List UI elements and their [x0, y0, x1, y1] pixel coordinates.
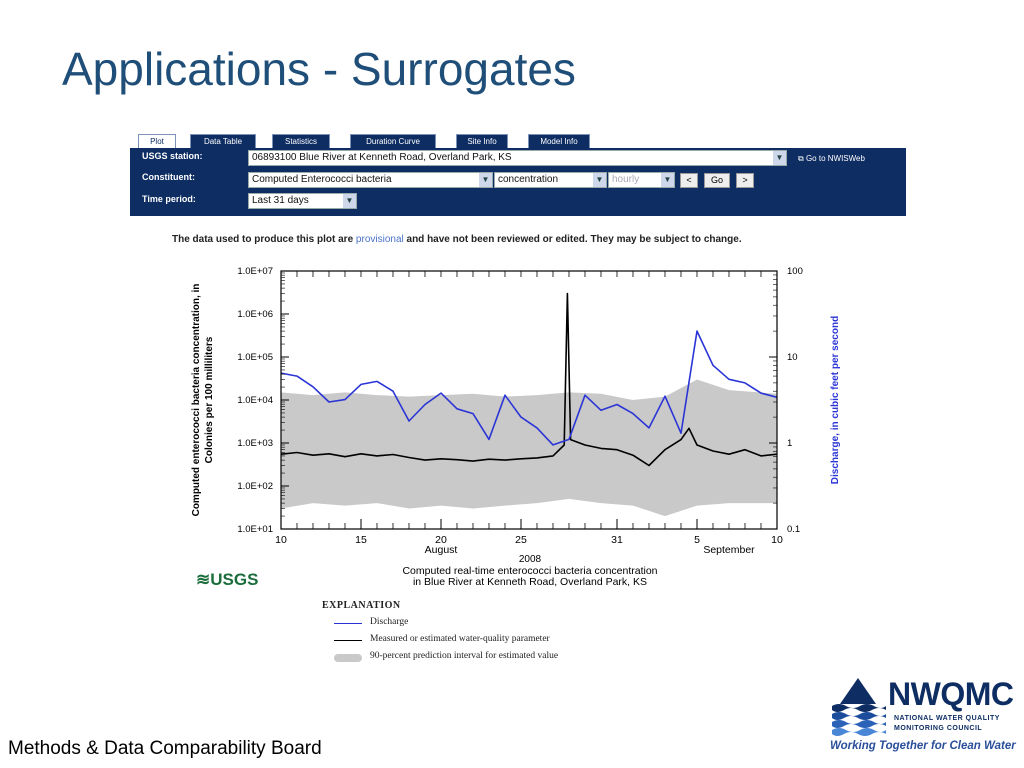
legend-label: Measured or estimated water-quality parameter — [370, 634, 550, 644]
nwqmc-tagline: Working Together for Clean Water — [830, 740, 1016, 752]
legend-swatch-discharge — [334, 623, 362, 624]
left-axis-tick-label: 1.0E+07 — [237, 266, 273, 277]
x-axis-tick-label: 25 — [515, 534, 527, 546]
x-axis-tick-label: 20 — [435, 534, 447, 546]
external-link-icon: ⧉ — [798, 154, 804, 163]
time-period-value: Last 31 days — [252, 195, 309, 206]
left-axis-label-line1: Computed enterococci bacteria concentration, in — [191, 283, 202, 517]
x-axis-month-label: September — [703, 544, 755, 556]
next-button[interactable]: > — [736, 173, 754, 188]
left-axis-tick-label: 1.0E+05 — [237, 352, 273, 363]
legend-item-discharge — [334, 617, 634, 631]
left-axis-label-line2: Colonies per 100 milliliters — [204, 336, 215, 464]
left-axis-tick-label: 1.0E+06 — [237, 309, 273, 320]
constituent-value: Computed Enterococci bacteria — [252, 174, 392, 185]
right-axis-tick-label: 100 — [787, 266, 803, 277]
chart-legend — [322, 600, 559, 661]
station-label: USGS station: — [142, 151, 203, 161]
chevron-down-icon: ▼ — [593, 173, 606, 187]
provisional-link[interactable]: provisional — [355, 234, 404, 245]
tab-statistics[interactable]: Statistics — [272, 134, 330, 149]
tab-data-table[interactable]: Data Table — [190, 134, 256, 149]
go-button[interactable]: Go — [704, 173, 730, 188]
chevron-down-icon: ▼ — [773, 151, 786, 165]
right-axis-tick-label: 1 — [787, 438, 793, 449]
right-axis-label: Discharge, in cubic feet per second — [830, 315, 841, 485]
x-axis-tick-label: 15 — [355, 534, 367, 546]
x-axis-tick-label: 5 — [694, 534, 700, 546]
chart-subtitle: in Blue River at Kenneth Road, Overland Park, KS — [412, 576, 648, 588]
interval-value: hourly — [612, 174, 640, 185]
notice-text-before: The data used to produce this plot are — [172, 234, 354, 245]
tab-duration-curve[interactable]: Duration Curve — [350, 134, 436, 149]
x-axis-tick-label: 10 — [275, 534, 287, 546]
chevron-down-icon: ▼ — [343, 194, 356, 208]
time-period-label: Time period: — [142, 194, 196, 204]
tab-site-info[interactable]: Site Info — [456, 134, 508, 149]
nwisweb-link-label: Go to NWISWeb — [805, 154, 865, 163]
legend-label: Discharge — [370, 617, 409, 627]
nwqmc-name-line1: NATIONAL WATER QUALITY — [894, 715, 1000, 722]
right-axis-tick-label: 0.1 — [787, 524, 801, 535]
right-axis-tick-label: 10 — [787, 352, 798, 363]
slide-footer: Methods & Data Comparability Board — [8, 738, 322, 759]
prev-button[interactable]: < — [680, 173, 698, 188]
chart-title: Computed real-time enterococci bacteria concentration — [402, 565, 658, 577]
nwqmc-wordmark: NWQMC — [888, 676, 1014, 712]
measure-value: concentration — [498, 174, 559, 185]
tab-plot[interactable]: Plot — [138, 134, 176, 149]
chevron-down-icon: ▼ — [479, 173, 492, 187]
legend-item-prediction-interval — [334, 651, 664, 665]
x-axis-month-label: August — [424, 544, 458, 556]
legend-item-water-quality — [334, 634, 654, 648]
constituent-label: Constituent: — [142, 172, 195, 182]
x-axis-tick-label: 10 — [771, 534, 783, 546]
legend-label: 90-percent prediction interval for estimated value — [370, 651, 559, 661]
left-axis-tick-label: 1.0E+01 — [237, 524, 273, 535]
notice-text-after: and have not been reviewed or edited. They may be subject to change. — [406, 234, 742, 245]
year-label: 2008 — [518, 554, 542, 565]
x-axis-tick-label: 31 — [611, 534, 623, 546]
water-drop-icon — [830, 676, 886, 738]
left-axis-tick-label: 1.0E+03 — [237, 438, 273, 449]
tab-model-info[interactable]: Model Info — [528, 134, 590, 149]
slide-title: Applications - Surrogates — [62, 43, 576, 95]
chevron-down-icon: ▼ — [661, 173, 674, 187]
nwqmc-logo — [830, 676, 1014, 756]
nwqmc-name-line2: MONITORING COUNCIL — [894, 725, 983, 732]
legend-swatch-water-quality — [334, 640, 362, 641]
left-axis-tick-label: 1.0E+02 — [237, 481, 273, 492]
left-axis-tick-label: 1.0E+04 — [237, 395, 273, 406]
legend-heading: EXPLANATION — [322, 600, 401, 611]
legend-swatch-prediction-interval — [334, 654, 362, 662]
station-value: 06893100 Blue River at Kenneth Road, Overland Park, KS — [252, 152, 512, 163]
usgs-logo: ≋USGS — [196, 570, 259, 589]
